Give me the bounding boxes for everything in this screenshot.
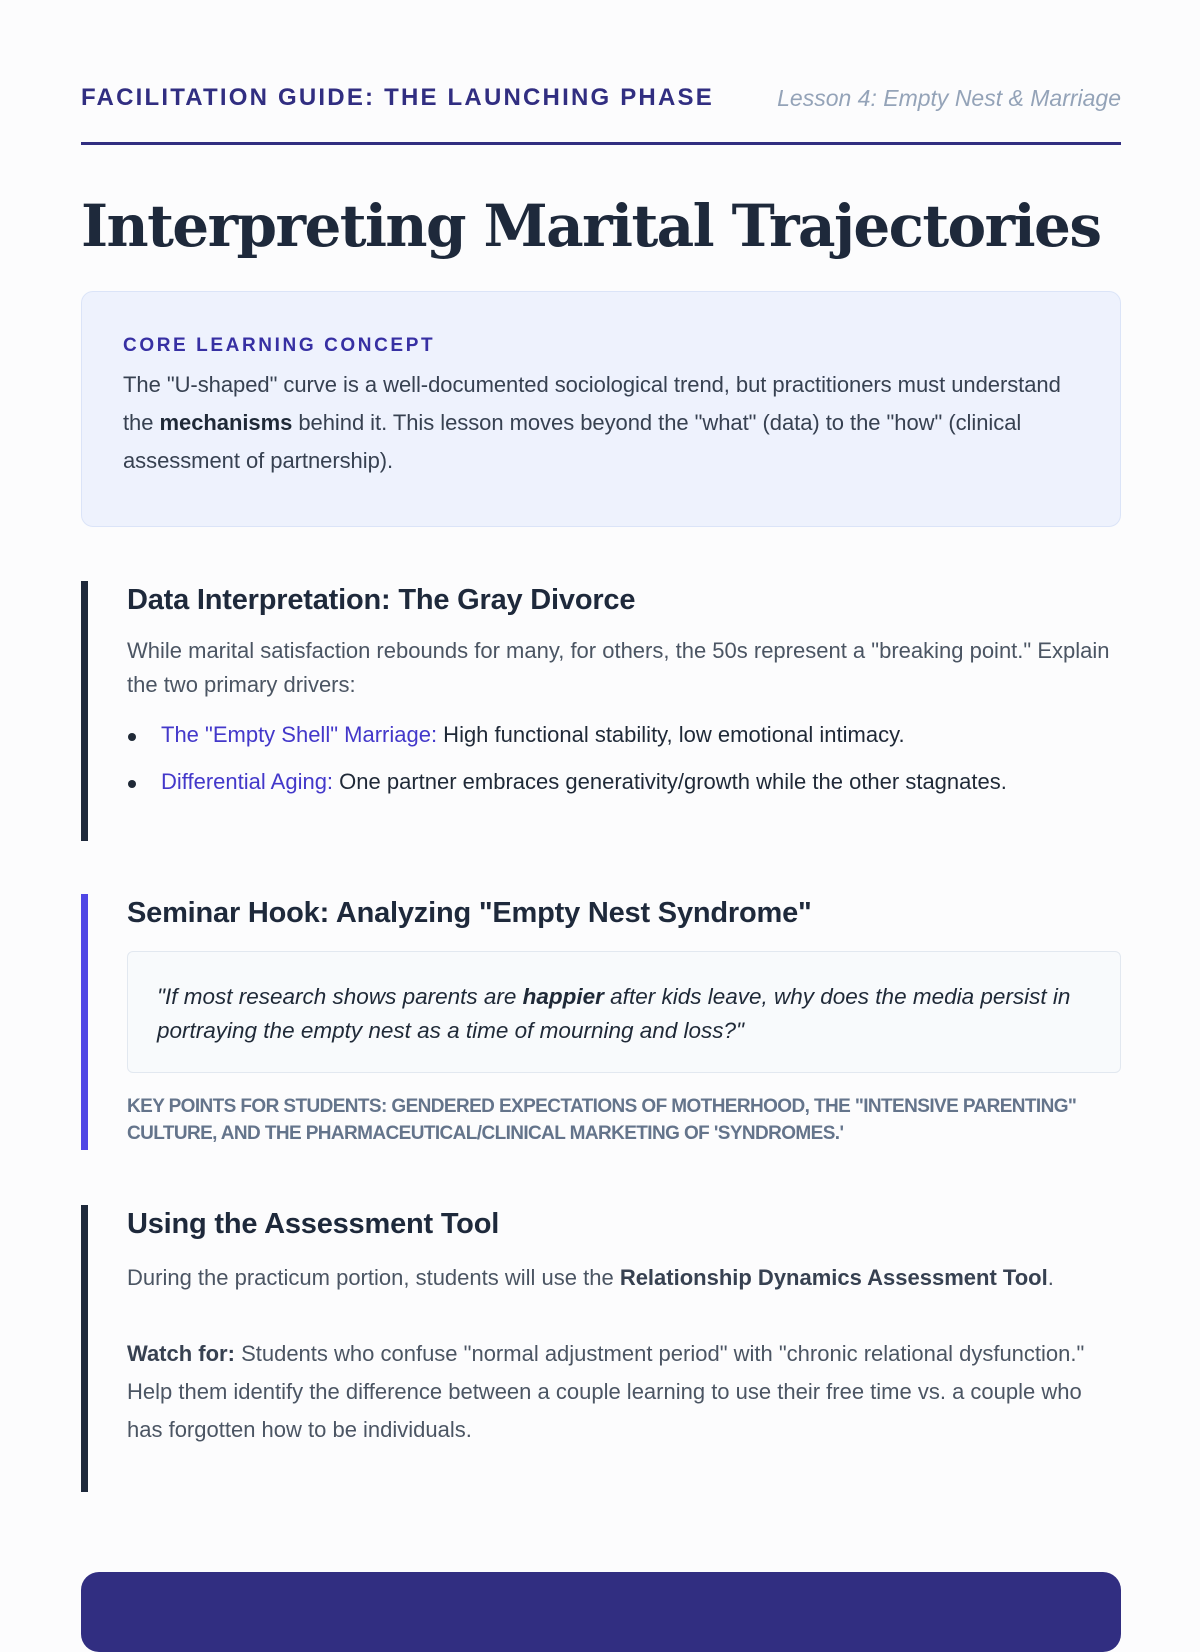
bullet-term: Differential Aging: <box>161 769 334 794</box>
practicum-end: . <box>1047 1265 1054 1290</box>
quote-part-2: after kids leave, why does the media persist in portraying the empty nest as a time of mourning and loss?" <box>157 984 1071 1043</box>
concept-label: CORE LEARNING CONCEPT <box>123 335 436 356</box>
key-points-note: KEY POINTS FOR STUDENTS: GENDERED EXPECTATIONS OF MOTHERHOOD, THE "INTENSIVE PARENTING" CULTURE, AND THE PHARMACEUTICAL/CLINICAL MARKETING OF 'SYNDROMES.' <box>127 1096 1077 1144</box>
section-accent-bar <box>81 581 88 841</box>
driver-list <box>127 718 1121 799</box>
lesson-label: Lesson 4: Empty Nest & Marriage <box>777 85 1121 111</box>
quote-part-1: "If most research shows parents are <box>157 984 523 1009</box>
section-intro: While marital satisfaction rebounds for many, for others, the 50s represent a "breaking point." Explain the two primary drivers: <box>127 638 1110 697</box>
section-accent-bar <box>81 894 88 1150</box>
list-item <box>127 718 1121 752</box>
watch-for-label: Watch for: <box>127 1341 235 1366</box>
bullet-term: The "Empty Shell" Marriage: <box>161 722 438 747</box>
section-title: Data Interpretation: The Gray Divorce <box>127 584 636 616</box>
concept-text-part-1: The "U-shaped" curve is a well-documented sociological trend, but practitioners must understand the <box>123 372 1061 435</box>
page-title: Interpreting Marital Trajectories <box>81 192 1101 260</box>
section-title: Seminar Hook: Analyzing "Empty Nest Syndrome" <box>127 897 812 929</box>
concept-text <box>123 366 1080 480</box>
page-header <box>81 78 1121 145</box>
footer-banner <box>81 1572 1121 1652</box>
concept-text-part-2: behind it. This lesson moves beyond the "what" (data) to the "how" (clinical assessment of partnership). <box>123 410 1022 473</box>
core-concept-box <box>81 291 1121 527</box>
section-accent-bar <box>81 1205 88 1492</box>
practicum-paragraph <box>127 1259 1121 1297</box>
practicum-text: During the practicum portion, students will use the <box>127 1265 620 1290</box>
watch-for-paragraph <box>127 1335 1121 1449</box>
quote-emphasis: happier <box>522 984 604 1009</box>
section-assessment-tool <box>81 1205 1121 1492</box>
watch-for-text: Students who confuse "normal adjustment period" with "chronic relational dysfunction." Help them identify the difference between a couple learning to use their free time vs. a couple who has forgotten how to be individuals. <box>127 1341 1085 1442</box>
section-seminar-hook <box>81 894 1121 1150</box>
tool-name: Relationship Dynamics Assessment Tool <box>619 1265 1048 1290</box>
guide-title: FACILITATION GUIDE: THE LAUNCHING PHASE <box>81 84 714 111</box>
discussion-quote <box>127 951 1121 1073</box>
bullet-text: One partner embraces generativity/growth while the other stagnates. <box>333 769 1007 794</box>
list-item <box>127 765 1121 799</box>
section-gray-divorce <box>81 581 1121 841</box>
concept-emphasis: mechanisms <box>159 410 293 435</box>
section-title: Using the Assessment Tool <box>127 1208 500 1240</box>
bullet-text: High functional stability, low emotional intimacy. <box>437 722 905 747</box>
